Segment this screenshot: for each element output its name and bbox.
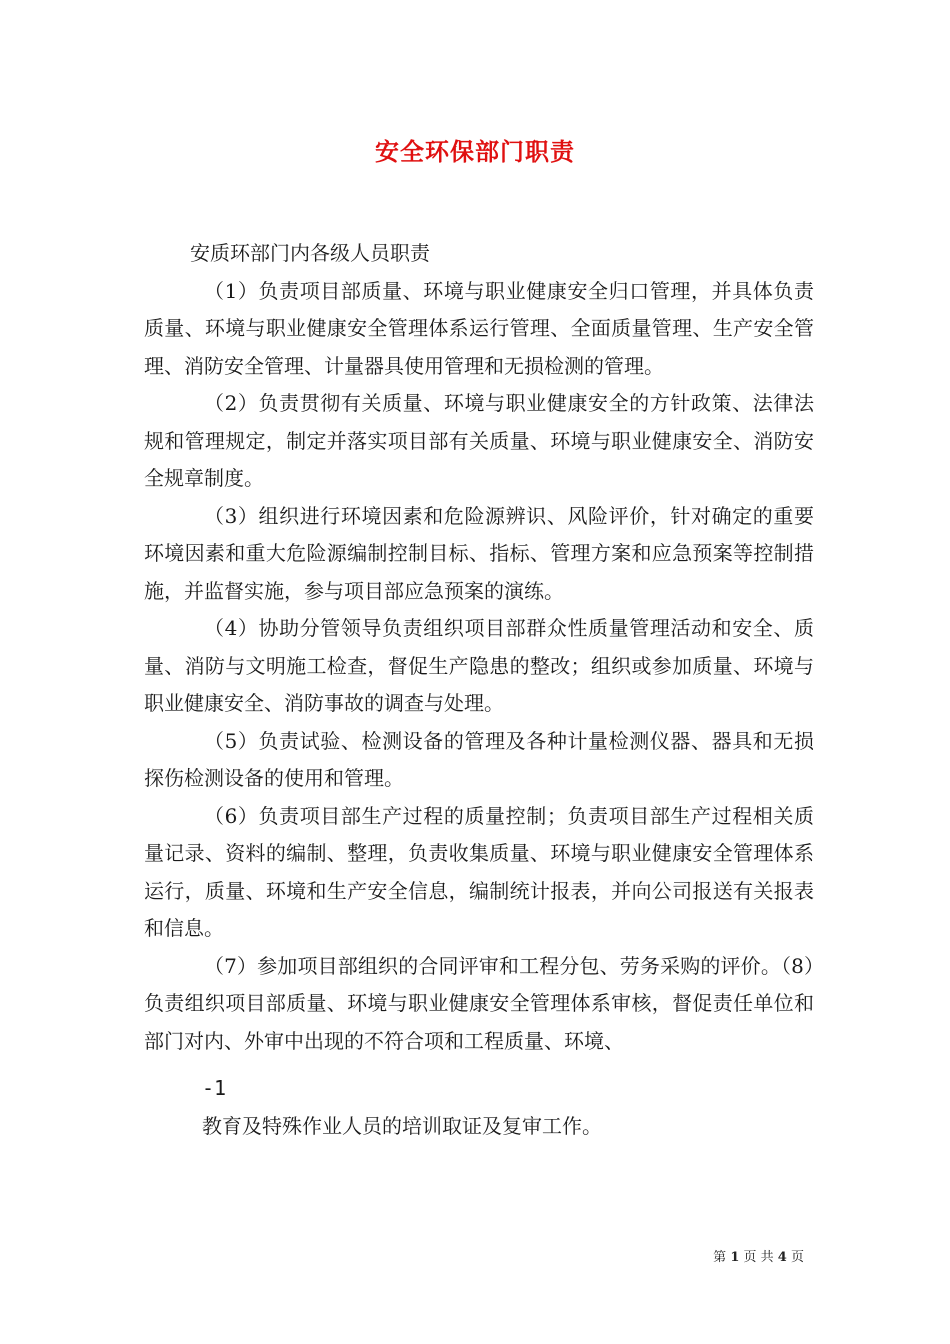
- page-footer: [713, 1246, 804, 1265]
- intro-line: 安质环部门内各级人员职责: [190, 241, 430, 265]
- footer-current-page: 1: [730, 1250, 740, 1265]
- paragraph-6: （6）负责项目部生产过程的质量控制；负责项目部生产过程相关质量记录、资料的编制、整理，负责收集质量、环境与职业健康安全管理体系运行，质量、环境和生产安全信息，编制统计报表，并向公司报送有关报表和信息。: [144, 803, 814, 940]
- document-title: 安全环保部门职责: [375, 138, 575, 166]
- footer-total-pages: 4: [777, 1250, 787, 1265]
- paragraph-5: （5）负责试验、检测设备的管理及各种计量检测仪器、器具和无损探伤检测设备的使用和管理。: [144, 728, 814, 790]
- footer-middle: 页 共: [743, 1250, 774, 1265]
- paragraph-3: （3）组织进行环境因素和危险源辨识、风险评价，针对确定的重要环境因素和重大危险源编制控制目标、指标、管理方案和应急预案等控制措施，并监督实施，参与项目部应急预案的演练。: [144, 503, 814, 603]
- paragraph-4: （4）协助分管领导负责组织项目部群众性质量管理活动和安全、质量、消防与文明施工检查，督促生产隐患的整改；组织或参加质量、环境与职业健康安全、消防事故的调查与处理。: [144, 616, 814, 715]
- paragraph-7: （7）参加项目部组织的合同评审和工程分包、劳务采购的评价。（8）负责组织项目部质量、环境与职业健康安全管理体系审核，督促责任单位和部门对内、外审中出现的不符合项和工程质量、环境、: [144, 953, 814, 1053]
- document-body: [144, 235, 814, 1145]
- footer-prefix: 第: [713, 1250, 727, 1265]
- footer-suffix: 页: [790, 1250, 804, 1265]
- paragraph-2: （2）负责贯彻有关质量、环境与职业健康安全的方针政策、法律法规和管理规定，制定并落实项目部有关质量、环境与职业健康安全、消防安全规章制度。: [144, 391, 814, 490]
- tail-line: 教育及特殊作业人员的培训取证及复审工作。: [202, 1113, 602, 1138]
- paragraph-1: （1）负责项目部质量、环境与职业健康安全归口管理，并具体负责质量、环境与职业健康安全管理体系运行管理、全面质量管理、生产安全管理、消防安全管理、计量器具使用管理和无损检测的管理。: [144, 278, 814, 378]
- inline-page-marker: -1: [202, 1076, 227, 1100]
